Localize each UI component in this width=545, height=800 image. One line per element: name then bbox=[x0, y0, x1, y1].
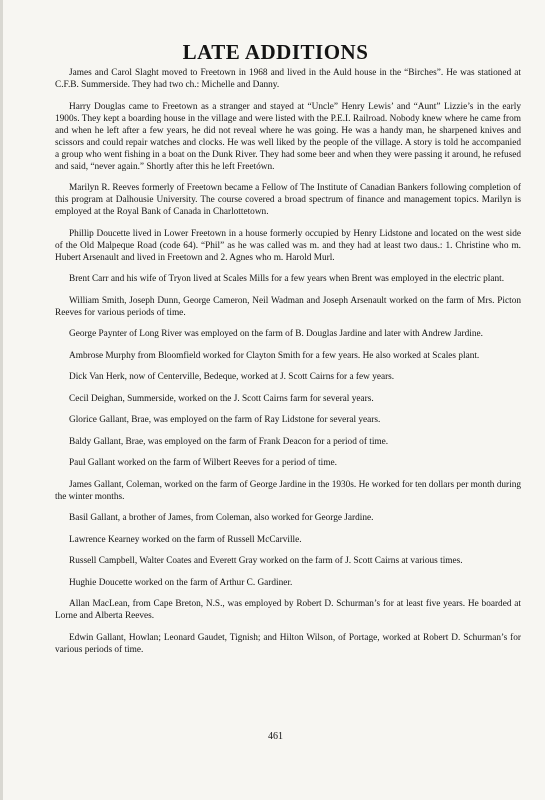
paragraph: Paul Gallant worked on the farm of Wilbert Reeves for a period of time. bbox=[69, 458, 337, 468]
paragraph: Edwin Gallant, Howlan; Leonard Gaudet, Tignish; and Hilton Wilson, of Portage, worked at Robert D. Schurman’s for various periods of time. bbox=[55, 632, 521, 655]
paragraph: George Paynter of Long River was employed on the farm of B. Douglas Jardine and later with Andrew Jardine. bbox=[69, 329, 483, 339]
paragraph: Ambrose Murphy from Bloomfield worked for Clayton Smith for a few years. He also worked at Scales plant. bbox=[69, 350, 480, 361]
paragraph: Russell Campbell, Walter Coates and Everett Gray worked on the farm of J. Scott Cairns at various times. bbox=[69, 556, 463, 566]
paragraph: Phillip Doucette lived in Lower Freetown in a house formerly occupied by Henry Lidstone and located on the west side of the Old Malpeque Road (code 64). “Phil” as he was called was m. and they had at least two daus.: 1. Christine who m. Hubert Arsenault and lived in Freetown and 2. Agnes who m. Harold Murl. bbox=[55, 228, 521, 263]
paragraph: James and Carol Slaght moved to Freetown in 1968 and lived in the Auld house in the “Birches”. He was stationed at C.F.B. Summerside. They had two ch.: Michelle and Danny. bbox=[55, 68, 521, 90]
page-title: LATE ADDITIONS bbox=[182, 40, 369, 64]
paragraph: Dick Van Herk, now of Centerville, Bedeque, worked at J. Scott Cairns for a few years. bbox=[69, 372, 395, 382]
paragraph: Glorice Gallant, Brae, was employed on the farm of Ray Lidstone for several years. bbox=[69, 415, 381, 425]
paragraph: Cecil Deighan, Summerside, worked on the J. Scott Cairns farm for several years. bbox=[69, 393, 374, 404]
paragraph: James Gallant, Coleman, worked on the farm of George Jardine in the 1930s. He worked for ten dollars per month during the winter months. bbox=[55, 479, 521, 502]
paragraph: William Smith, Joseph Dunn, George Cameron, Neil Wadman and Joseph Arsenault worked on the farm of Mrs. Picton Reeves for various periods of time. bbox=[55, 295, 521, 318]
page-number: 461 bbox=[268, 731, 283, 742]
paragraph: Marilyn R. Reeves formerly of Freetown became a Fellow of The Institute of Canadian Bankers following completion of this program at Dalhousie University. The course covered a broad spectrum of finance and management topics. Marilyn is employed at the Royal Bank of Canada in Charlottetown. bbox=[55, 183, 521, 217]
paragraph: Lawrence Kearney worked on the farm of Russell McCarville. bbox=[69, 534, 302, 545]
paragraph: Hughie Doucette worked on the farm of Arthur C. Gardiner. bbox=[69, 577, 293, 588]
paragraph: Baldy Gallant, Brae, was employed on the farm of Frank Deacon for a period of time. bbox=[69, 436, 389, 447]
document-body bbox=[55, 67, 521, 665]
paragraph: Harry Douglas came to Freetown as a stranger and stayed at “Uncle” Henry Lewis’ and “Aunt” Lizzie’s in the early 1900s. They kept a boarding house in the village and were listed with the P.E.I. Railroad. Nobody knew where he came from and when he left after a few years, he did not reveal where he was going. He was a handy man, he sharpened knives and scissors and could repair watches and clocks. He was well liked by the people of the village. A story is told he accompanied a group who went fishing in a boat on the Dunk River. They had some beer and when they were passing it around, he refused and said, “never again.” Shortly after this he left Freetówn. bbox=[55, 101, 521, 172]
paragraph: Basil Gallant, a brother of James, from Coleman, also worked for George Jardine. bbox=[69, 513, 374, 523]
paragraph: Allan MacLean, from Cape Breton, N.S., was employed by Robert D. Schurman’s for at least five years. He boarded at Lorne and Alberta Reeves. bbox=[55, 599, 521, 621]
paragraph: Brent Carr and his wife of Tryon lived at Scales Mills for a few years when Brent was employed in the electric plant. bbox=[69, 274, 505, 284]
